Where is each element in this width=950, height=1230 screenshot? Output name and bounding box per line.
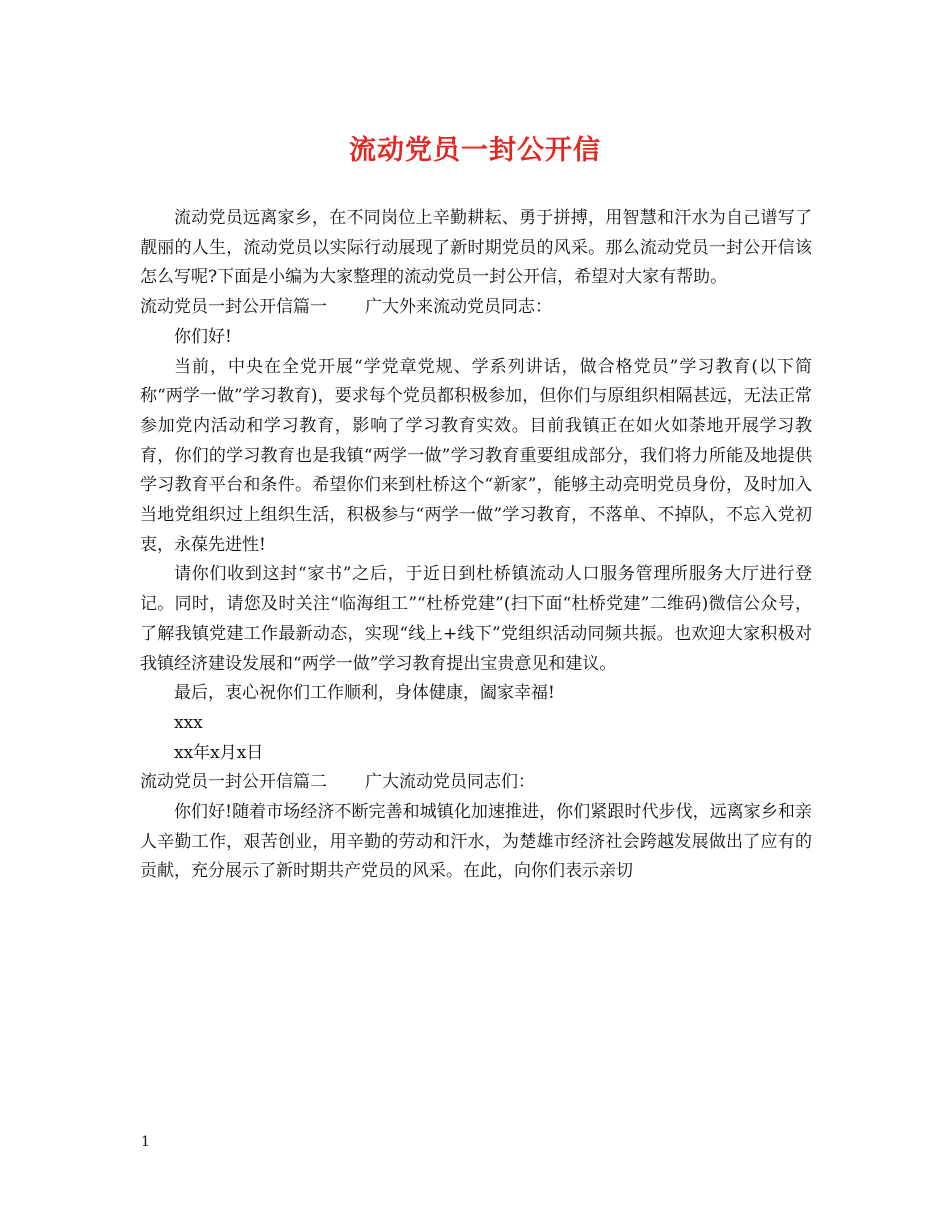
part2-salutation: 广大流动党员同志们： xyxy=(365,772,535,793)
part1-label: 流动党员一封公开信篇一 xyxy=(140,297,327,318)
part2-heading-line xyxy=(140,768,812,798)
part1-paragraph-1: 当前，中央在全党开展“学党章党规、学系列讲话，做合格党员”学习教育(以下简称“两学一做”学习教育)，要求每个党员都积极参加，但你们与原组织相隔甚远，无法正常参加党内活动和学习教育，影响了学习教育实效。目前我镇正在如火如荼地开展学习教育，你们的学习教育也是我镇“两学一做”学习教育重要组成部分，我们将力所能及地提供学习教育平台和条件。希望你们来到杜桥这个“新家”，能够主动亮明党员身份，及时加入当地党组织过上组织生活，积极参与“两学一做”学习教育，不落单、不掉队，不忘入党初衷，永葆先进性! xyxy=(140,356,812,555)
part1-signature: xxx xyxy=(174,712,203,733)
intro-paragraph: 流动党员远离家乡，在不同岗位上辛勤耕耘、勇于拼搏，用智慧和汗水为自己谱写了靓丽的人生，流动党员以实际行动展现了新时期党员的风采。那么流动党员一封公开信该怎么写呢?下面是小编为大家整理的流动党员一封公开信，希望对大家有帮助。 xyxy=(140,208,812,288)
part1-salutation: 广大外来流动党员同志： xyxy=(365,297,552,318)
page-number: 1 xyxy=(141,1134,150,1150)
part2-label: 流动党员一封公开信篇二 xyxy=(140,772,327,793)
part1-closing: 最后，衷心祝你们工作顺利，身体健康，阖家幸福! xyxy=(174,683,555,704)
part2-paragraph-1: 你们好!随着市场经济不断完善和城镇化加速推进，你们紧跟时代步伐，远离家乡和亲人辛勤工作，艰苦创业，用辛勤的劳动和汗水，为楚雄市经济社会跨越发展做出了应有的贡献，充分展示了新时期共产党员的风采。在此，向你们表示亲切 xyxy=(140,802,812,882)
document-title: 流动党员一封公开信 xyxy=(349,135,601,166)
part1-greeting: 你们好! xyxy=(174,326,232,347)
part1-date: xx年x月x日 xyxy=(174,742,264,763)
document-body xyxy=(140,204,812,887)
part1-heading-line xyxy=(140,293,812,323)
part1-paragraph-2: 请你们收到这封“家书”之后，于近日到杜桥镇流动人口服务管理所服务大厅进行登记。同时，请您及时关注“临海组工”“杜桥党建”(扫下面“杜桥党建”二维码)微信公众号，了解我镇党建工作最新动态，实现“线上+线下”党组织活动同频共振。也欢迎大家积极对我镇经济建设发展和“两学一做”学习教育提出宝贵意见和建议。 xyxy=(140,564,812,674)
